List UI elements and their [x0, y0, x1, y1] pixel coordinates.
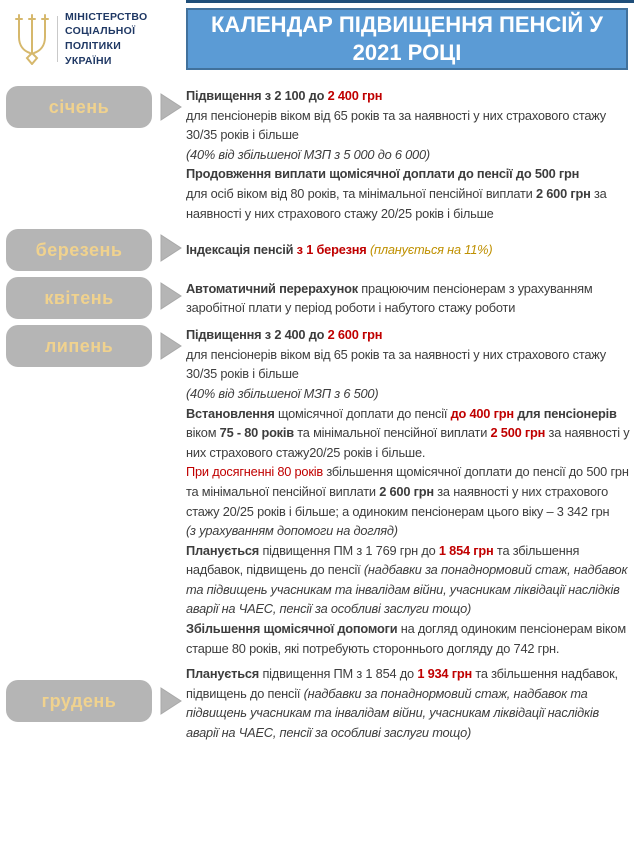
month-cell — [6, 229, 186, 271]
calendar-row — [6, 277, 632, 319]
text-run: (планується на 11%) — [369, 242, 493, 258]
entry-paragraph — [186, 279, 630, 318]
month-label: березень — [6, 229, 152, 271]
text-run: 2 600 грн — [327, 327, 383, 343]
text-run: (надбавки за понаднормовий стаж, надбавок та підвищень учасникам та інвалідам війни, учасникам ліквідації наслідків аварії на ЧАЕС, пенсії за особливі заслуги тощо) — [186, 685, 600, 741]
ministry-name-line: МІНІСТЕРСТВО — [65, 10, 148, 23]
arrow-right-icon — [160, 93, 182, 126]
entry-paragraph — [186, 345, 630, 384]
entry-paragraph — [186, 404, 630, 463]
text-run: (40% від збільшеної МЗП з 6 500) — [186, 385, 379, 401]
entry-paragraph — [186, 164, 630, 184]
page-title-line: КАЛЕНДАР ПІДВИЩЕННЯ ПЕНСІЙ У — [210, 11, 603, 37]
trident-icon — [14, 13, 50, 65]
text-run: підвищення ПМ з 1 854 до — [262, 666, 418, 682]
ministry-name-line: УКРАЇНИ — [65, 54, 112, 67]
text-run: 2 400 грн — [327, 88, 383, 103]
entry-paragraph — [186, 325, 630, 345]
month-cell — [6, 86, 186, 223]
text-run: Індексація пенсій — [186, 242, 297, 258]
entry-paragraph — [186, 521, 630, 541]
month-cell — [6, 325, 186, 658]
entry-paragraph — [186, 106, 630, 145]
text-run: Підвищення з 2 100 до — [186, 88, 328, 103]
month-label: січень — [6, 86, 152, 128]
page-title — [186, 8, 628, 70]
text-run: При досягненні 80 років — [186, 464, 327, 480]
entry-paragraph — [186, 145, 630, 165]
text-run: Продовження виплати щомісячної доплати до пенсії до 500 грн — [186, 166, 580, 182]
text-run: (40% від збільшеної МЗП з 5 000 до 6 000) — [186, 146, 430, 162]
month-entry-text — [186, 229, 630, 271]
text-run: 75 - 80 років — [219, 425, 298, 441]
text-run: та збільшення надбавок, підвищень до пенсії — [186, 666, 618, 701]
month-entry-text — [186, 86, 630, 223]
text-run: 1 934 грн — [417, 666, 476, 682]
text-run: за наявності у них страхового стажу20/25 років і більше. — [186, 425, 630, 460]
text-run: збільшення щомісячної доплати до пенсії до 500 грн та мінімальної пенсійної виплати — [186, 464, 629, 499]
text-run: (надбавки за понаднормовий стаж, надбавок та підвищень учасникам та інвалідам війни, учасникам ліквідації наслідків аварії на ЧАЕС, пенсії за особливі заслуги тощо) — [186, 562, 628, 617]
calendar — [6, 86, 632, 749]
arrow-right-icon — [160, 687, 182, 720]
text-run: працюючим пенсіонерам з урахуванням заробітної плати у період роботи і набутого стажу роботи — [186, 280, 593, 316]
text-run: Автоматичний перерахунок — [186, 280, 362, 296]
text-run: Планується — [186, 666, 263, 682]
entry-paragraph — [186, 86, 630, 106]
ministry-logo — [14, 8, 182, 70]
ministry-name — [65, 10, 182, 69]
text-run: на догляд одиноким пенсіонерам віком старше 80 років, які потребують стороннього догляду до 742 грн. — [186, 621, 626, 656]
month-entry-text — [186, 664, 630, 742]
calendar-row — [6, 664, 632, 742]
entry-paragraph — [186, 462, 630, 521]
text-run: віком — [186, 425, 220, 441]
text-run: 2 600 грн — [535, 185, 591, 201]
arrow-right-icon — [160, 234, 182, 267]
text-run: до 400 грн — [450, 405, 518, 421]
month-cell — [6, 664, 186, 742]
text-run: 1 854 грн — [438, 542, 497, 558]
logo-divider — [57, 16, 58, 62]
text-run: та збільшення надбавок, підвищень до пенсії — [186, 542, 580, 578]
entry-paragraph — [186, 384, 630, 404]
text-run: для пенсіонерів віком від 65 років та за наявності у них страхового стажу 30/35 років і більше — [186, 346, 606, 382]
month-label: квітень — [6, 277, 152, 319]
entry-paragraph — [186, 664, 630, 742]
text-run: з 1 березня — [296, 242, 370, 258]
arrow-right-icon — [160, 332, 182, 365]
entry-paragraph — [186, 240, 630, 260]
text-run: щомісячної доплати до пенсії — [277, 405, 451, 421]
entry-paragraph — [186, 619, 630, 658]
text-run: 2 600 грн — [379, 483, 438, 499]
text-run: 2 500 грн — [490, 425, 549, 441]
month-entry-text — [186, 277, 630, 319]
calendar-row — [6, 229, 632, 271]
text-run: підвищення ПМ з 1 769 грн до — [262, 542, 439, 558]
arrow-right-icon — [160, 282, 182, 315]
text-run: для пенсіонерів віком від 65 років та за наявності у них страхового стажу 30/35 років і більше — [186, 107, 606, 143]
text-run: Підвищення з 2 400 до — [186, 327, 328, 343]
text-run: для пенсіонерів — [517, 405, 617, 421]
page-title-line: 2021 РОЦІ — [352, 40, 462, 65]
calendar-row — [6, 86, 632, 223]
text-run: та мінімальної пенсійної виплати — [297, 425, 491, 441]
text-run: (з урахуванням допомоги на догляд) — [186, 523, 398, 539]
top-accent-strip — [186, 0, 634, 3]
text-run: за наявності у них страхового стажу 20/25 років і більше; а одиноким пенсіонерам цього віку – 3 342 грн — [186, 483, 610, 519]
month-entry-text — [186, 325, 630, 658]
month-label: липень — [6, 325, 152, 367]
text-run: Встановлення — [186, 405, 278, 421]
text-run: для осіб віком від 80 років, та мінімальної пенсійної виплати — [186, 185, 536, 201]
text-run: Планується — [186, 542, 263, 558]
month-cell — [6, 277, 186, 319]
ministry-name-line: СОЦІАЛЬНОЇ ПОЛІТИКИ — [65, 25, 136, 52]
text-run: за наявності у них страхового стажу 20/25 років і більше — [186, 185, 607, 221]
entry-paragraph — [186, 184, 630, 223]
text-run: Збільшення щомісячної допомоги — [186, 621, 401, 637]
month-label: грудень — [6, 680, 152, 722]
entry-paragraph — [186, 541, 630, 619]
calendar-row — [6, 325, 632, 658]
